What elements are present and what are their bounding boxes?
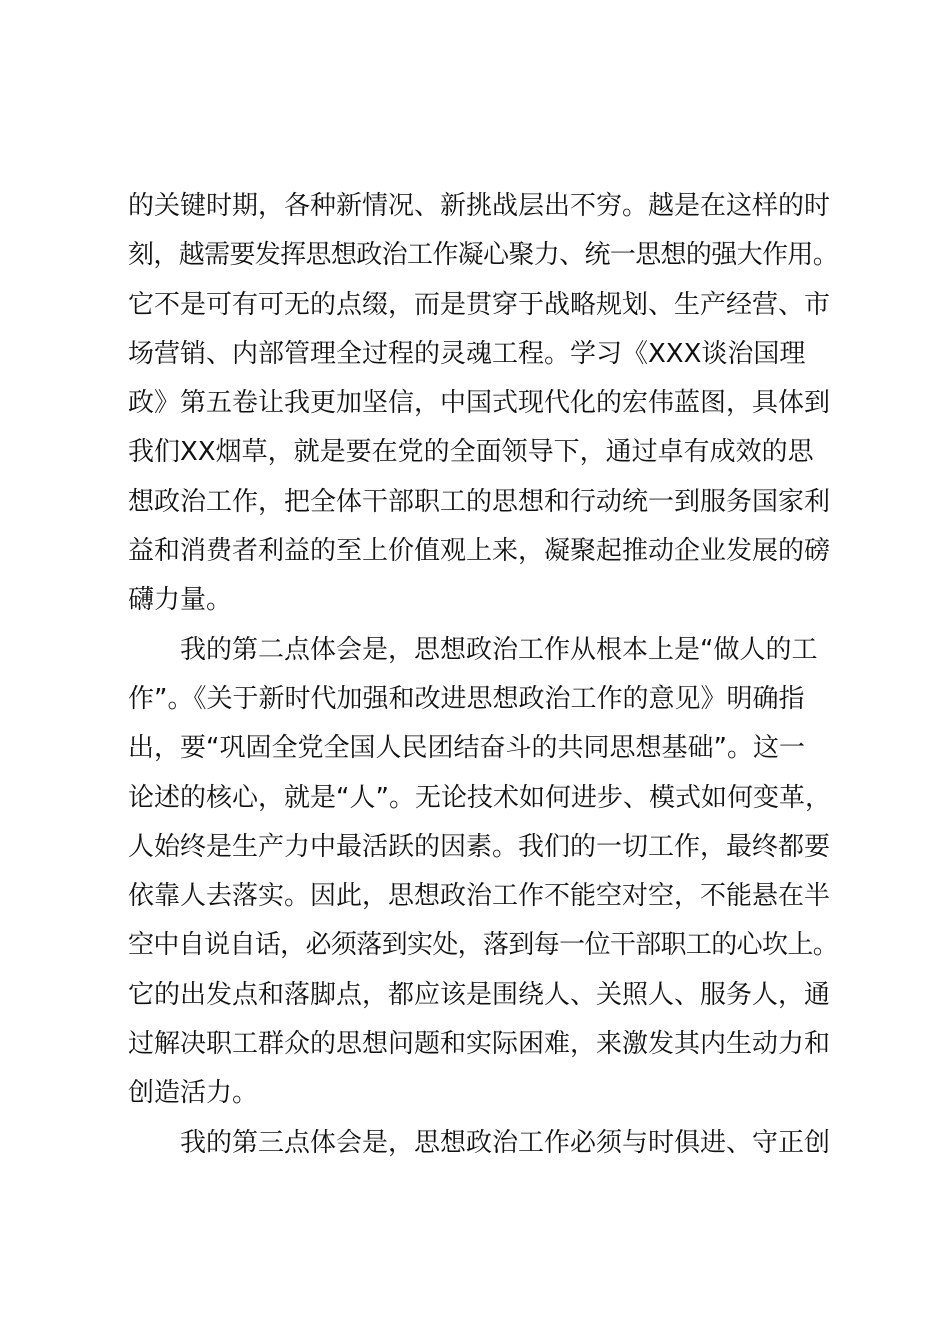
- text-line: 人始终是生产力中最活跃的因素。我们的一切工作，最终都要: [128, 831, 831, 862]
- paragraph-1: [128, 182, 840, 626]
- text-line: 过解决职工群众的思想问题和实际困难，来激发其内生动力和: [128, 1029, 831, 1060]
- text-line: 刻，越需要发挥思想政治工作凝心聚力、统一思想的强大作用。: [128, 240, 839, 271]
- text-line: 想政治工作，把全体干部职工的思想和行动统一到服务国家利: [128, 486, 831, 517]
- text-line: 礴力量。: [128, 585, 233, 616]
- text-line: 政》第五卷让我更加坚信，中国式现代化的宏伟蓝图，具体到: [128, 388, 831, 419]
- text-line: 它不是可有可无的点缀，而是贯穿于战略规划、生产经营、市: [128, 289, 831, 320]
- text-line: 创造活力。: [128, 1078, 259, 1109]
- text-line: 它的出发点和落脚点，都应该是围绕人、关照人、服务人，通: [128, 979, 831, 1010]
- text-line: 益和消费者利益的至上价值观上来，凝聚起推动企业发展的磅: [128, 536, 831, 567]
- text-line: 场营销、内部管理全过程的灵魂工程。学习《XXX谈治国理: [128, 338, 806, 369]
- paragraph-3: [128, 1119, 840, 1168]
- text-line: 我们XX烟草，就是要在党的全面领导下，通过卓有成效的思: [128, 437, 814, 468]
- text-line: 的关键时期，各种新情况、新挑战层出不穷。越是在这样的时: [128, 191, 831, 221]
- text-line: 出，要“巩固全党全国人民团结奋斗的共同思想基础”。这一: [128, 733, 805, 764]
- text-line: 空中自说自话，必须落到实处，落到每一位干部职工的心坎上。: [128, 930, 839, 961]
- text-line: 我的第三点体会是，思想政治工作必须与时俱进、守正创: [180, 1127, 831, 1158]
- body-text: [128, 182, 840, 1168]
- text-line: 作”。《关于新时代加强和改进思想政治工作的意见》明确指: [128, 683, 805, 714]
- paragraph-2: [128, 626, 840, 1119]
- text-line: 论述的核心，就是“人”。无论技术如何进步、模式如何变革，: [128, 782, 831, 813]
- text-line: 依靠人去落实。因此，思想政治工作不能空对空，不能悬在半: [128, 881, 831, 912]
- text-line: 我的第二点体会是，思想政治工作从根本上是“做人的工: [180, 634, 818, 665]
